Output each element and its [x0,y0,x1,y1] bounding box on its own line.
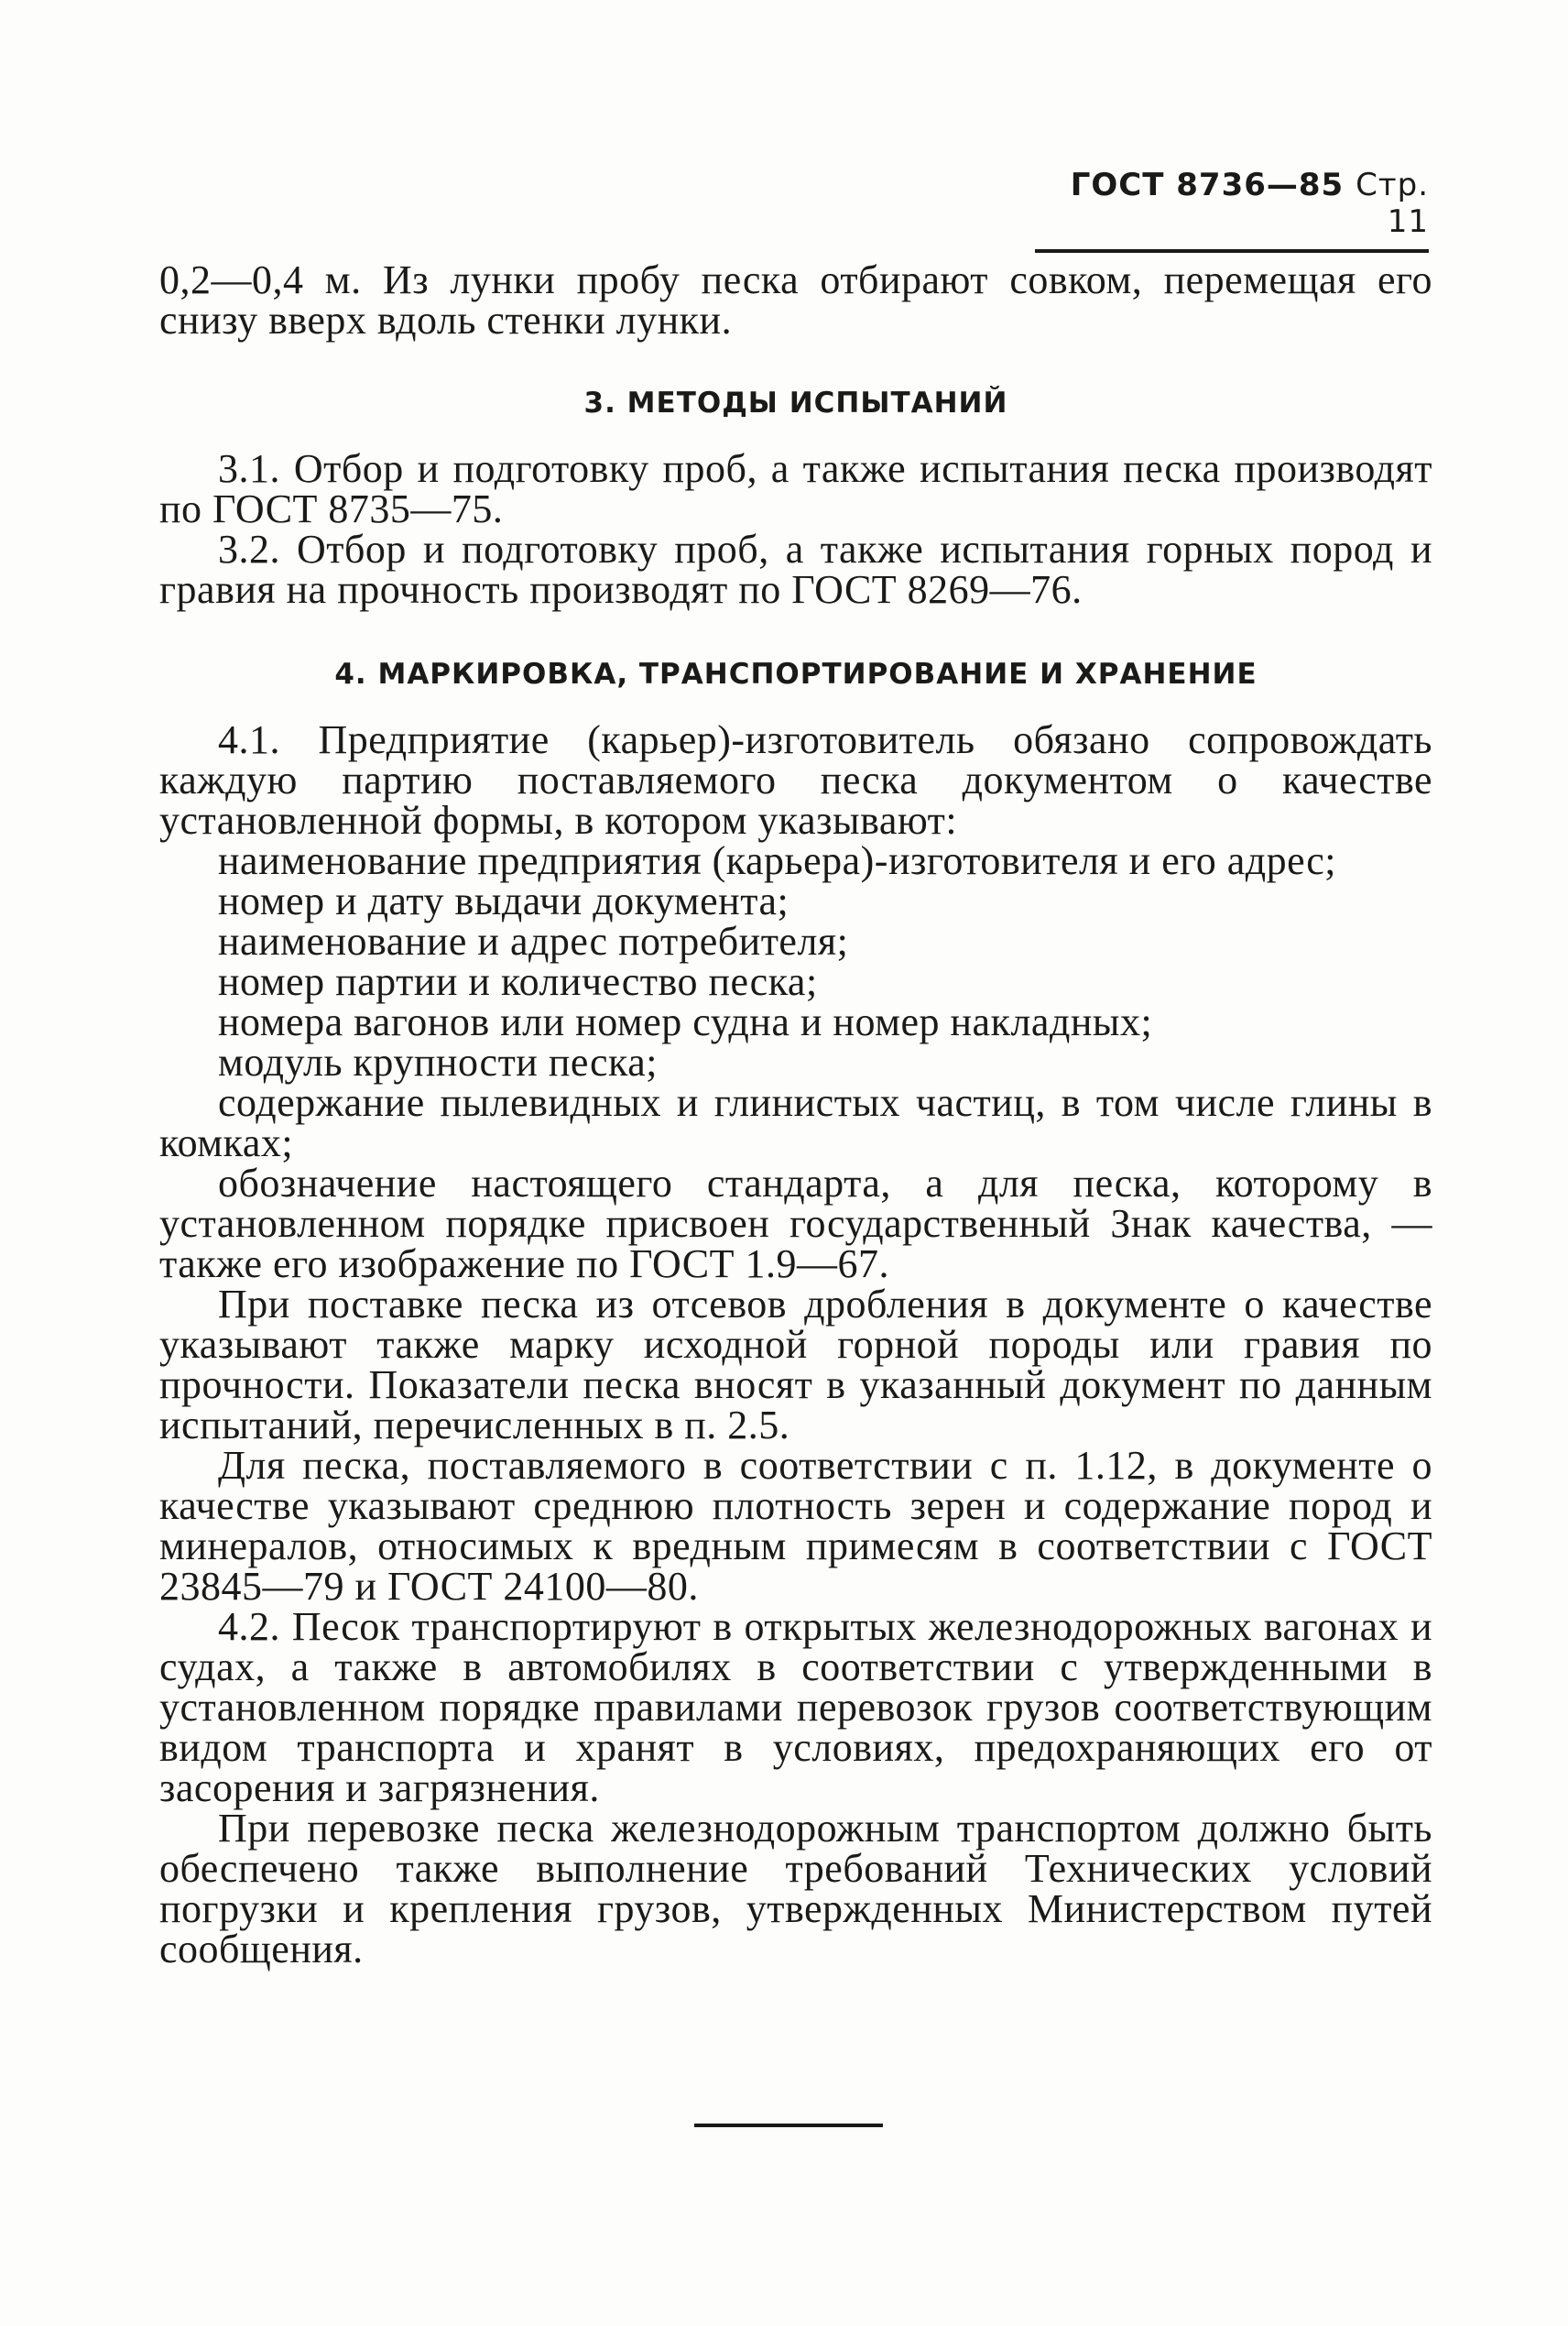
list-item: наименование и адрес потребителя; [218,919,849,964]
list-item: наименование предприятия (карьера)-изготовителя и его адрес; [218,838,1336,883]
end-divider [694,2124,883,2127]
clause-4-1: 4.1. Предприятие (карьер)-изготовитель обязано сопровождать каждую партию поставляемого песка документом о качестве установленной формы, в котором указывают: [159,717,1432,843]
clause-3-2: 3.2. Отбор и подготовку проб, а также испытания горных пород и гравия на прочность производят по ГОСТ 8269—76. [159,527,1432,612]
supply-paragraph: При поставке песка из отсевов дробления в документе о качестве указывают также марку исходной горной породы или гравия по прочности. Показатели песка вносят в указанный документ по данным испытаний, перечисленных в п. 2.5. [159,1282,1432,1447]
section-3-heading: 3. МЕТОДЫ ИСПЫТАНИЙ [583,387,1008,420]
clause-4-2: 4.2. Песок транспортируют в открытых железнодорожных вагонах и судах, а также в автомобилях в соответствии с утвержденными в установленном порядке правилами перевозок грузов соответствующим видом транспорта и хранят в условиях, предохраняющих его от засорения и загрязнения. [159,1604,1432,1810]
page-header [1035,167,1429,253]
standard-number: ГОСТ 8736—85 [1070,167,1345,203]
list-item: номера вагонов или номер судна и номер накладных; [218,999,1153,1044]
document-body [159,257,1432,1971]
list-item: номер и дату выдачи документа; [218,879,789,923]
page-number: Стр. 11 [1356,167,1429,240]
rail-transport-paragraph: При перевозке песка железнодорожным транспортом должно быть обеспечено также выполнение требований Технических условий погрузки и крепления грузов, утвержденных Министерством путей сообщения. [159,1806,1432,1971]
list-item: обозначение настоящего стандарта, а для песка, которому в установленном порядке присвоен государственный Знак качества, — также его изображение по ГОСТ 1.9—67. [159,1161,1432,1286]
list-item: модуль крупности песка; [218,1040,659,1085]
sand-paragraph: Для песка, поставляемого в соответствии с п. 1.12, в документе о качестве указывают среднюю плотность зерен и содержание пород и минералов, относимых к вредным примесям в соответствии с ГОСТ 23845—79 и ГОСТ 24100—80. [159,1443,1432,1609]
list-item: номер партии и количество песка; [218,959,818,1004]
intro-paragraph: 0,2—0,4 м. Из лунки пробу песка отбирают совком, перемещая его снизу вверх вдоль стенки лунки. [159,257,1432,343]
list-item: содержание пылевидных и глинистых частиц, в том числе глины в комках; [159,1080,1432,1165]
section-4-heading: 4. МАРКИРОВКА, ТРАНСПОРТИРОВАНИЕ И ХРАНЕНИЕ [334,658,1258,691]
clause-3-1: 3.1. Отбор и подготовку проб, а также испытания песка производят по ГОСТ 8735—75. [159,446,1432,531]
